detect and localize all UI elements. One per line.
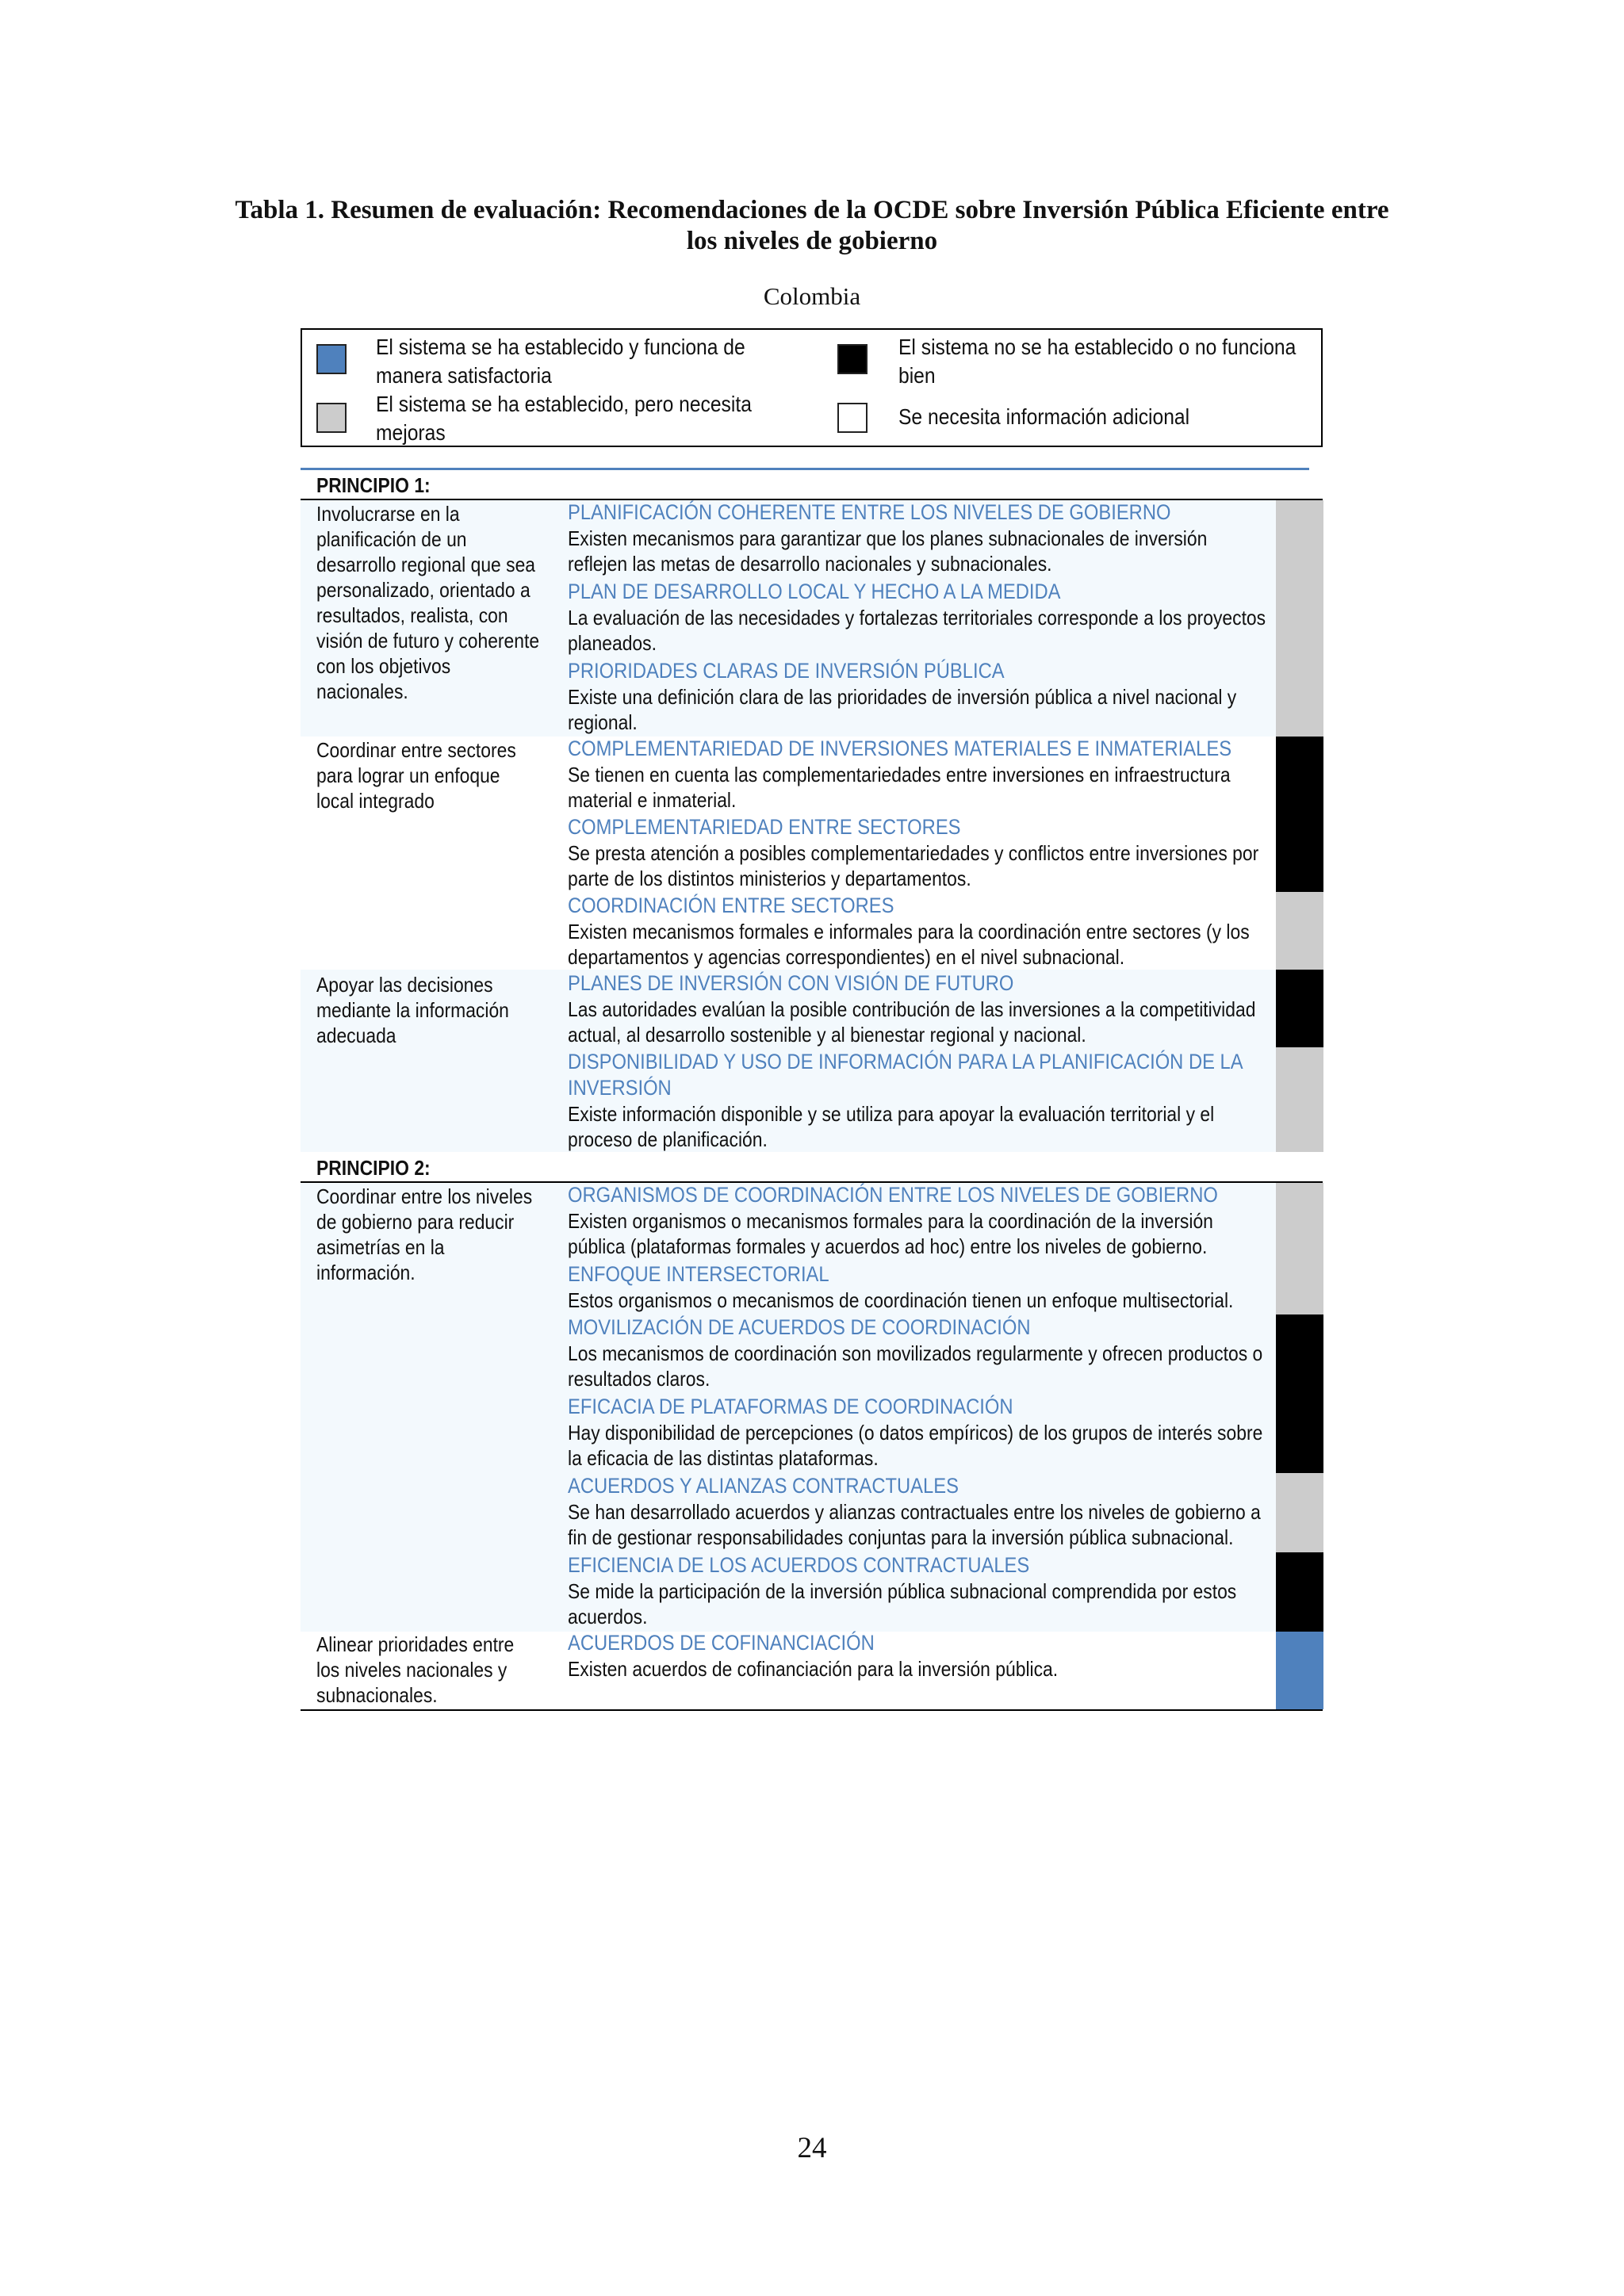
- criterion-heading: EFICACIA DE PLATAFORMAS DE COORDINACIÓN: [568, 1395, 1013, 1418]
- page-number: 24: [797, 2132, 827, 2164]
- criterion-item: [568, 1049, 1281, 1152]
- title-line-2: los niveles de gobierno: [686, 227, 938, 255]
- criterion-heading: PRIORIDADES CLARAS DE INVERSIÓN PÚBLICA: [568, 659, 1005, 683]
- legend-swatch-not-working: [837, 344, 868, 374]
- criterion-heading: ORGANISMOS DE COORDINACIÓN ENTRE LOS NIVELES DE GOBIERNO: [568, 1183, 1218, 1207]
- criterion-heading: ACUERDOS DE COFINANCIACIÓN: [568, 1631, 875, 1655]
- criterion-heading: ACUERDOS Y ALIANZAS CONTRACTUALES: [568, 1474, 959, 1498]
- criterion-heading: PLANIFICACIÓN COHERENTE ENTRE LOS NIVELES DE GOBIERNO: [568, 500, 1171, 524]
- principle-2-label: PRINCIPIO 2:: [316, 1156, 431, 1180]
- criterion-description: Estos organismos o mecanismos de coordinación tienen un enfoque multisectorial.: [568, 1288, 1234, 1312]
- legend-swatch-satisfactory: [316, 344, 347, 374]
- criterion-item: [568, 970, 1281, 1047]
- legend-label-improve: El sistema se ha establecido, pero necesita mejoras: [376, 392, 752, 445]
- criterion-item: [568, 893, 1281, 970]
- criterion-item: [568, 1182, 1281, 1259]
- criterion-item: [568, 1552, 1281, 1629]
- criterion-description: Existen organismos o mecanismos formales para la coordinación de la inversión pública (plataformas formales y acuerdos ad hoc) entre los niveles de gobierno.: [568, 1209, 1213, 1258]
- criterion-description: Se han desarrollado acuerdos y alianzas contractuales entre los niveles de gobierno a fin de gestionar responsabilidades conjuntas para la inversión pública subnacional.: [568, 1500, 1261, 1549]
- criterion-item: [568, 1473, 1281, 1550]
- status-cell-improve: [1276, 1183, 1323, 1314]
- criterion-heading: ENFOQUE INTERSECTORIAL: [568, 1262, 829, 1286]
- legend-swatch-info: [837, 403, 868, 433]
- country-label: Colombia: [763, 282, 861, 310]
- title-line-1: Tabla 1. Resumen de evaluación: Recomendaciones de la OCDE sobre Inversión Pública Eficiente entre: [235, 196, 1389, 224]
- criterion-item: [568, 579, 1281, 656]
- status-cell-improve: [1276, 1473, 1323, 1552]
- status-cell-satisfactory: [1276, 1632, 1323, 1709]
- legend-label-satisfactory: El sistema se ha establecido y funciona de manera satisfactoria: [376, 335, 745, 388]
- criterion-description: La evaluación de las necesidades y fortalezas territoriales corresponde a los proyectos planeados.: [568, 606, 1266, 655]
- group-description: Involucrarse en la planificación de un desarrollo regional que sea personalizado, orientado a resultados, realista, con visión de futuro y coherente con los objetivos nacionales.: [316, 502, 540, 703]
- criterion-item: [568, 1394, 1281, 1471]
- table-top-rule: [301, 468, 1309, 470]
- legend-label-info: Se necesita información adicional: [898, 404, 1190, 429]
- table-title: [174, 195, 1450, 257]
- criterion-description: Existe información disponible y se utiliza para apoyar la evaluación territorial y el proceso de planificación.: [568, 1102, 1215, 1151]
- status-cell-not-working: [1276, 737, 1323, 892]
- criterion-description: Se tienen en cuenta las complementariedades entre inversiones en infraestructura material e inmaterial.: [568, 763, 1231, 812]
- criterion-description: Existen mecanismos para garantizar que los planes subnacionales de inversión reflejen las metas de desarrollo nacionales y subnacionales.: [568, 526, 1208, 576]
- group-description: Coordinar entre sectores para lograr un enfoque local integrado: [316, 738, 516, 813]
- criterion-description: Los mecanismos de coordinación son movilizados regularmente y ofrecen productos o resultados claros.: [568, 1341, 1263, 1391]
- legend-box: [301, 328, 1323, 447]
- legend-swatch-improve: [316, 403, 347, 433]
- status-cell-not-working: [1276, 1552, 1323, 1632]
- criterion-description: Las autoridades evalúan la posible contribución de las inversiones a la competitividad actual, al desarrollo sostenible y al bienestar regional y nacional.: [568, 997, 1256, 1047]
- criterion-description: Existe una definición clara de las prioridades de inversión pública a nivel nacional y regional.: [568, 685, 1237, 734]
- criterion-description: Se presta atención a posibles complementariedades y conflictos entre inversiones por parte de los distintos ministerios y departamentos.: [568, 841, 1259, 890]
- group-description: Apoyar las decisiones mediante la información adecuada: [316, 973, 509, 1047]
- criterion-heading: MOVILIZACIÓN DE ACUERDOS DE COORDINACIÓN: [568, 1315, 1031, 1339]
- status-cell-not-working: [1276, 1314, 1323, 1473]
- criterion-description: Existen mecanismos formales e informales para la coordinación entre sectores (y los departamentos y agencias correspondientes) en el nivel subnacional.: [568, 920, 1250, 969]
- criterion-item: [568, 1630, 1281, 1682]
- table-bottom-rule: [301, 1709, 1323, 1711]
- criterion-item: [568, 1261, 1281, 1313]
- principle-1-label: PRINCIPIO 1:: [316, 473, 431, 497]
- criterion-heading: COMPLEMENTARIEDAD DE INVERSIONES MATERIALES E INMATERIALES: [568, 737, 1232, 760]
- criterion-heading: PLANES DE INVERSIÓN CON VISIÓN DE FUTURO: [568, 971, 1014, 995]
- criterion-description: Hay disponibilidad de percepciones (o datos empíricos) de los grupos de interés sobre la eficacia de las distintas plataformas.: [568, 1421, 1263, 1470]
- criterion-heading: PLAN DE DESARROLLO LOCAL Y HECHO A LA MEDIDA: [568, 580, 1061, 603]
- criterion-item: [568, 658, 1281, 735]
- criterion-description: Se mide la participación de la inversión pública subnacional comprendida por estos acuerdos.: [568, 1579, 1237, 1628]
- criterion-description: Existen acuerdos de cofinanciación para la inversión pública.: [568, 1657, 1059, 1681]
- legend-label-not-working: El sistema no se ha establecido o no funciona bien: [898, 335, 1297, 388]
- status-cell-improve: [1276, 1047, 1323, 1152]
- group-description: Alinear prioridades entre los niveles nacionales y subnacionales.: [316, 1632, 515, 1707]
- criterion-item: [568, 499, 1281, 576]
- status-cell-improve: [1276, 500, 1323, 737]
- criterion-heading: COMPLEMENTARIEDAD ENTRE SECTORES: [568, 815, 961, 839]
- status-cell-improve: [1276, 892, 1323, 970]
- criterion-item: [568, 736, 1281, 813]
- group-description: Coordinar entre los niveles de gobierno para reducir asimetrías en la información.: [316, 1184, 533, 1284]
- criterion-item: [568, 814, 1281, 891]
- criterion-item: [568, 1314, 1281, 1391]
- criterion-heading: DISPONIBILIDAD Y USO DE INFORMACIÓN PARA LA PLANIFICACIÓN DE LA INVERSIÓN: [568, 1050, 1243, 1100]
- criterion-heading: COORDINACIÓN ENTRE SECTORES: [568, 894, 894, 917]
- status-cell-not-working: [1276, 970, 1323, 1047]
- criterion-heading: EFICIENCIA DE LOS ACUERDOS CONTRACTUALES: [568, 1553, 1030, 1577]
